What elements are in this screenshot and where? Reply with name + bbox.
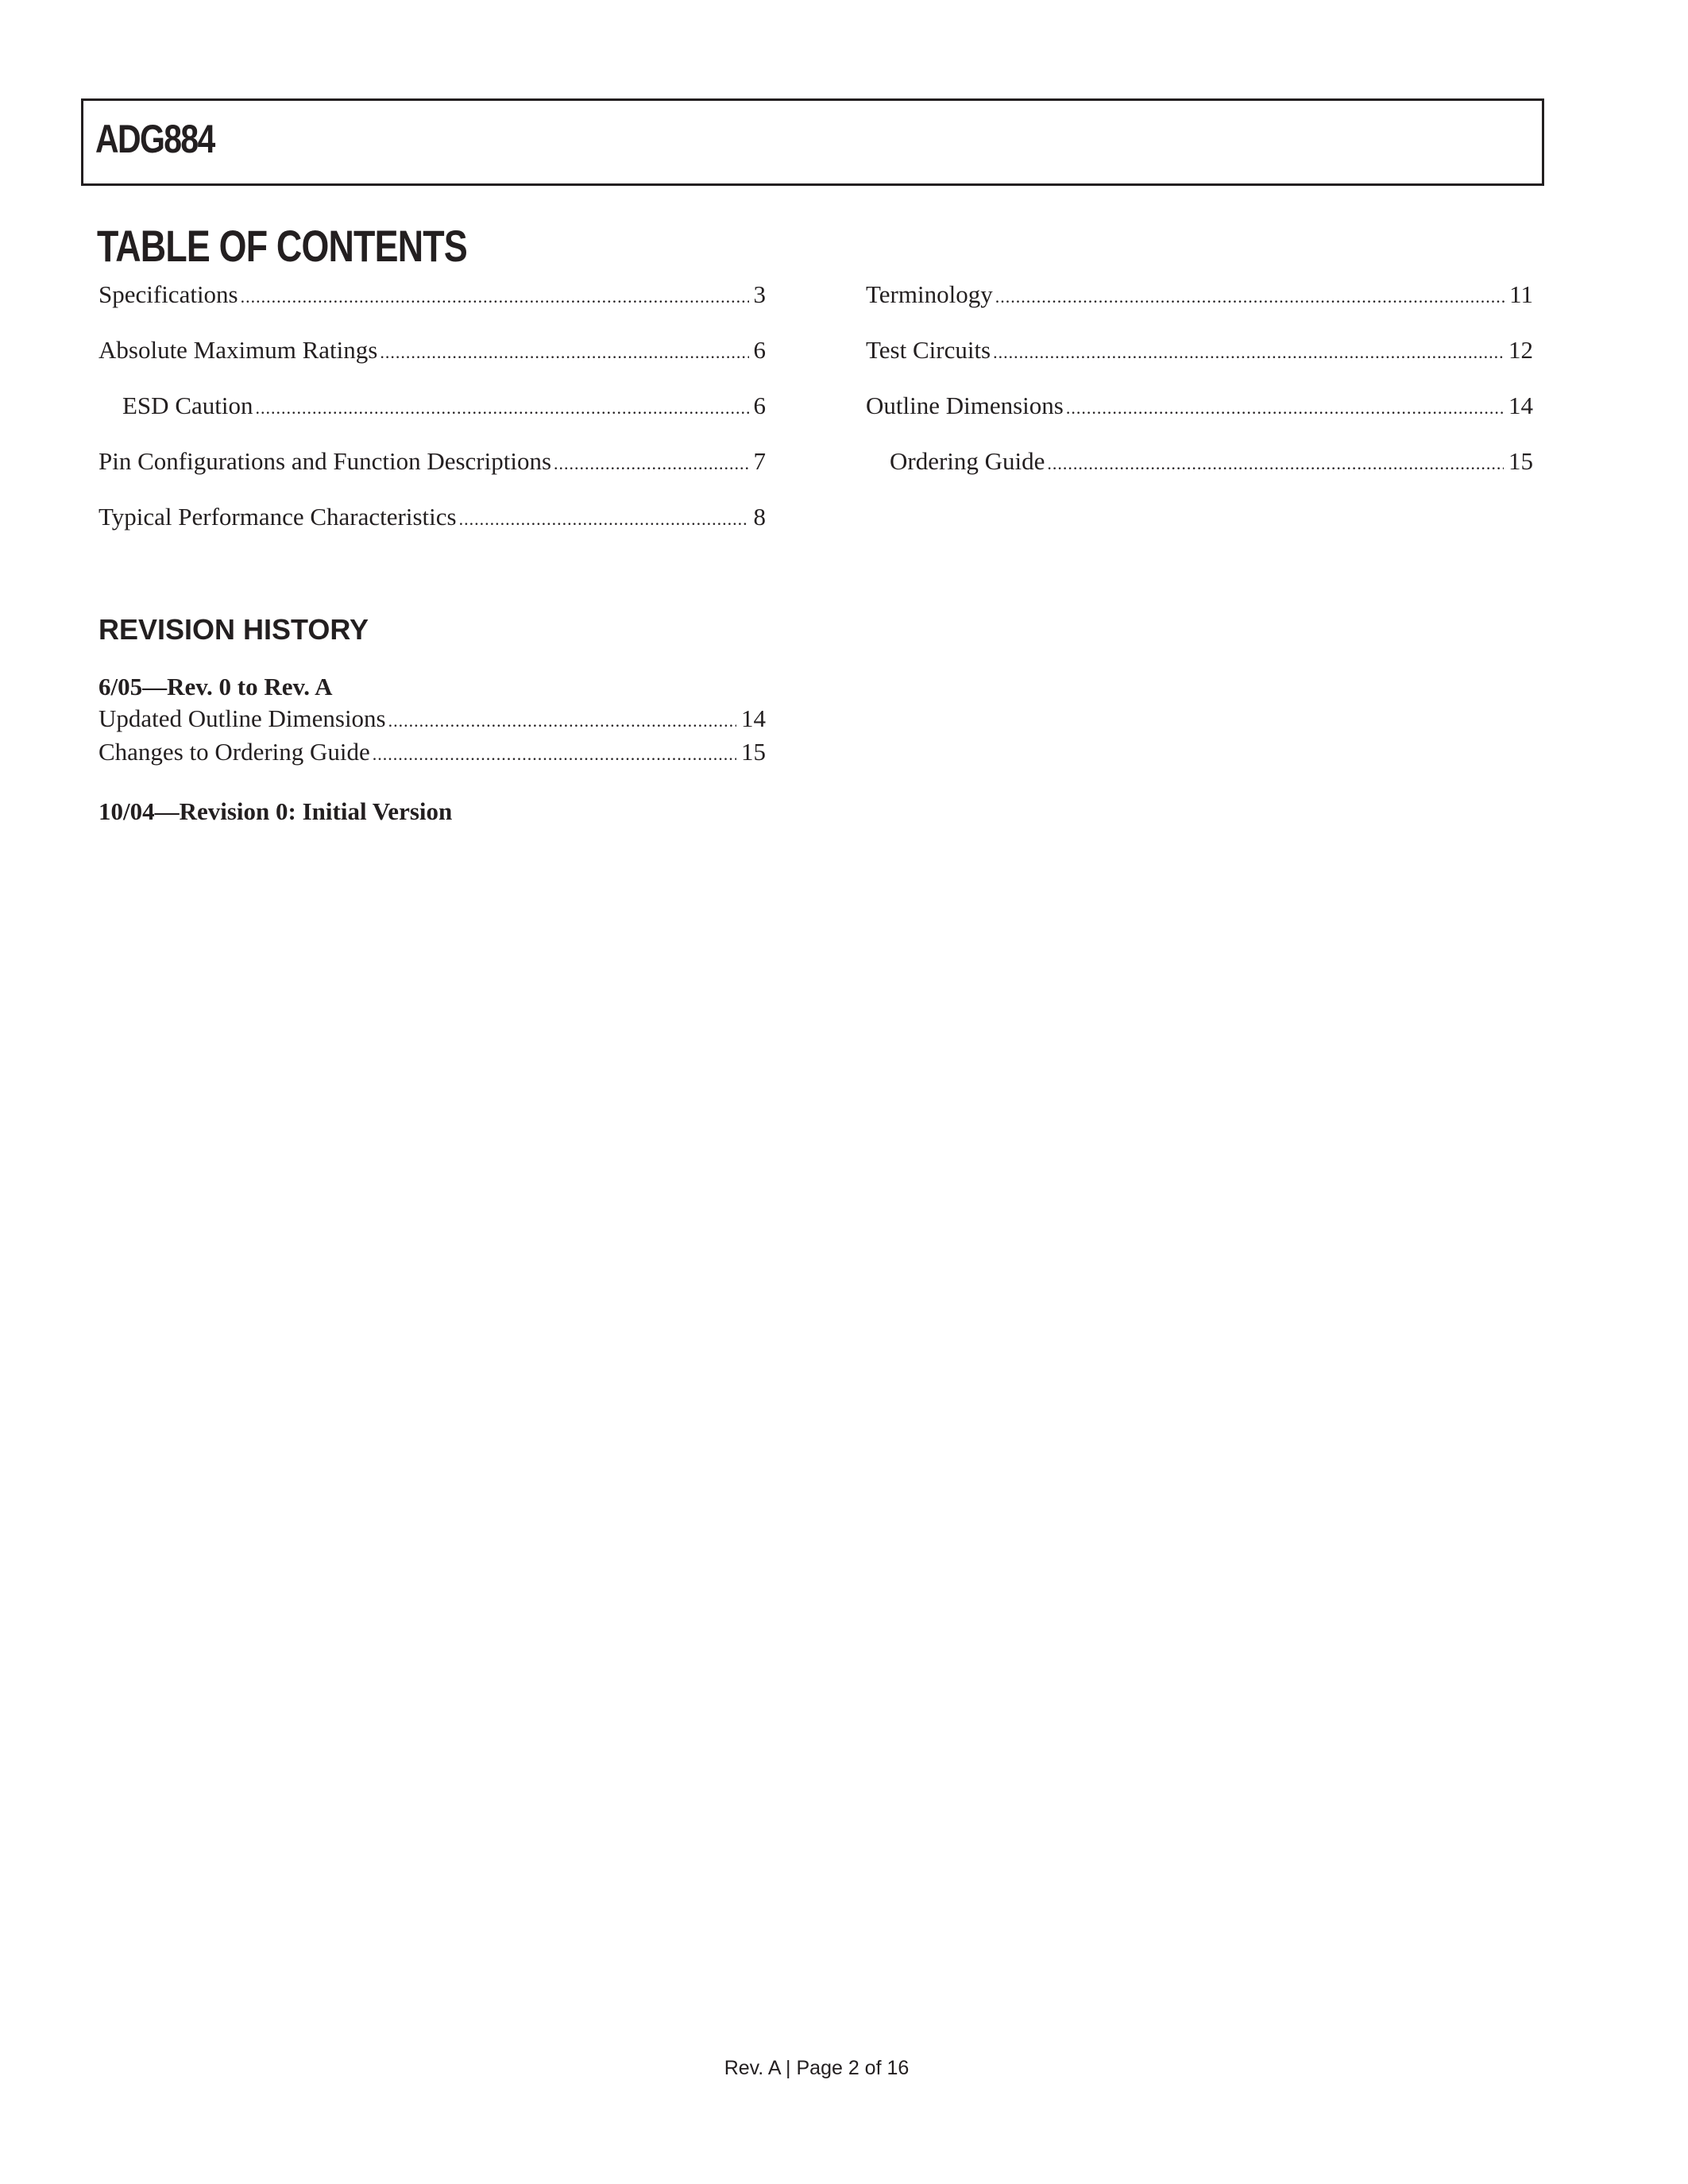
dot-leader	[255, 391, 748, 420]
dot-leader	[459, 502, 749, 531]
toc-entry-ordering-guide[interactable]	[866, 446, 1533, 502]
dot-leader	[241, 280, 749, 309]
revision-change-page: 15	[741, 738, 766, 766]
toc-entry-esd-caution[interactable]	[98, 391, 766, 446]
toc-entry-page: 6	[753, 336, 766, 364]
dot-leader	[1066, 391, 1504, 420]
revision-block	[98, 672, 766, 769]
toc-left-column	[98, 280, 766, 558]
dot-leader	[993, 335, 1504, 365]
toc-entry-page: 8	[753, 503, 766, 531]
page-footer: Rev. A | Page 2 of 16	[724, 2057, 910, 2079]
revision-title: 6/05—Rev. 0 to Rev. A	[98, 673, 333, 700]
dot-leader	[554, 446, 748, 476]
toc-entry-label: Ordering Guide	[890, 447, 1045, 475]
toc-entry-label: Absolute Maximum Ratings	[98, 336, 378, 364]
toc-entry-label: Terminology	[866, 280, 993, 308]
toc-entry-outline-dimensions[interactable]	[866, 391, 1533, 446]
dot-leader	[388, 702, 736, 735]
toc-entry-page: 14	[1508, 392, 1533, 419]
toc-entry-typical-performance[interactable]	[98, 502, 766, 558]
toc-entry-absolute-maximum-ratings[interactable]	[98, 335, 766, 391]
toc-entry-page: 15	[1508, 447, 1533, 475]
toc-entry-label: ESD Caution	[122, 392, 253, 419]
dot-leader	[1047, 446, 1504, 476]
part-number-title: ADG884	[95, 117, 214, 161]
dot-leader	[380, 335, 748, 365]
toc-entry-label: Outline Dimensions	[866, 392, 1064, 419]
toc-entry-test-circuits[interactable]	[866, 335, 1533, 391]
revision-change-label: Changes to Ordering Guide	[98, 738, 370, 766]
toc-entry-page: 3	[753, 280, 766, 308]
toc-entry-label: Specifications	[98, 280, 238, 308]
toc-right-column	[866, 280, 1533, 502]
toc-entry-page: 7	[753, 447, 766, 475]
toc-entry-specifications[interactable]	[98, 280, 766, 335]
toc-entry-pin-configurations[interactable]	[98, 446, 766, 502]
toc-entry-page: 12	[1508, 336, 1533, 364]
toc-entry-label: Pin Configurations and Function Descriptions	[98, 447, 552, 475]
revision-change-label: Updated Outline Dimensions	[98, 704, 386, 732]
dot-leader	[373, 735, 736, 769]
revision-change-page: 14	[741, 704, 766, 732]
toc-entry-label: Typical Performance Characteristics	[98, 503, 457, 531]
toc-entry-label: Test Circuits	[866, 336, 991, 364]
header-box	[81, 98, 1544, 186]
revision-title: 10/04—Revision 0: Initial Version	[98, 797, 453, 825]
revision-block	[98, 797, 766, 827]
revision-change-outline-dimensions[interactable]	[98, 702, 766, 735]
dot-leader	[995, 280, 1505, 309]
revision-change-ordering-guide[interactable]	[98, 735, 766, 769]
toc-entry-terminology[interactable]	[866, 280, 1533, 335]
toc-entry-page: 6	[753, 392, 766, 419]
toc-entry-page: 11	[1509, 280, 1533, 308]
toc-heading: TABLE OF CONTENTS	[97, 221, 467, 271]
revision-history-heading: REVISION HISTORY	[98, 613, 369, 646]
